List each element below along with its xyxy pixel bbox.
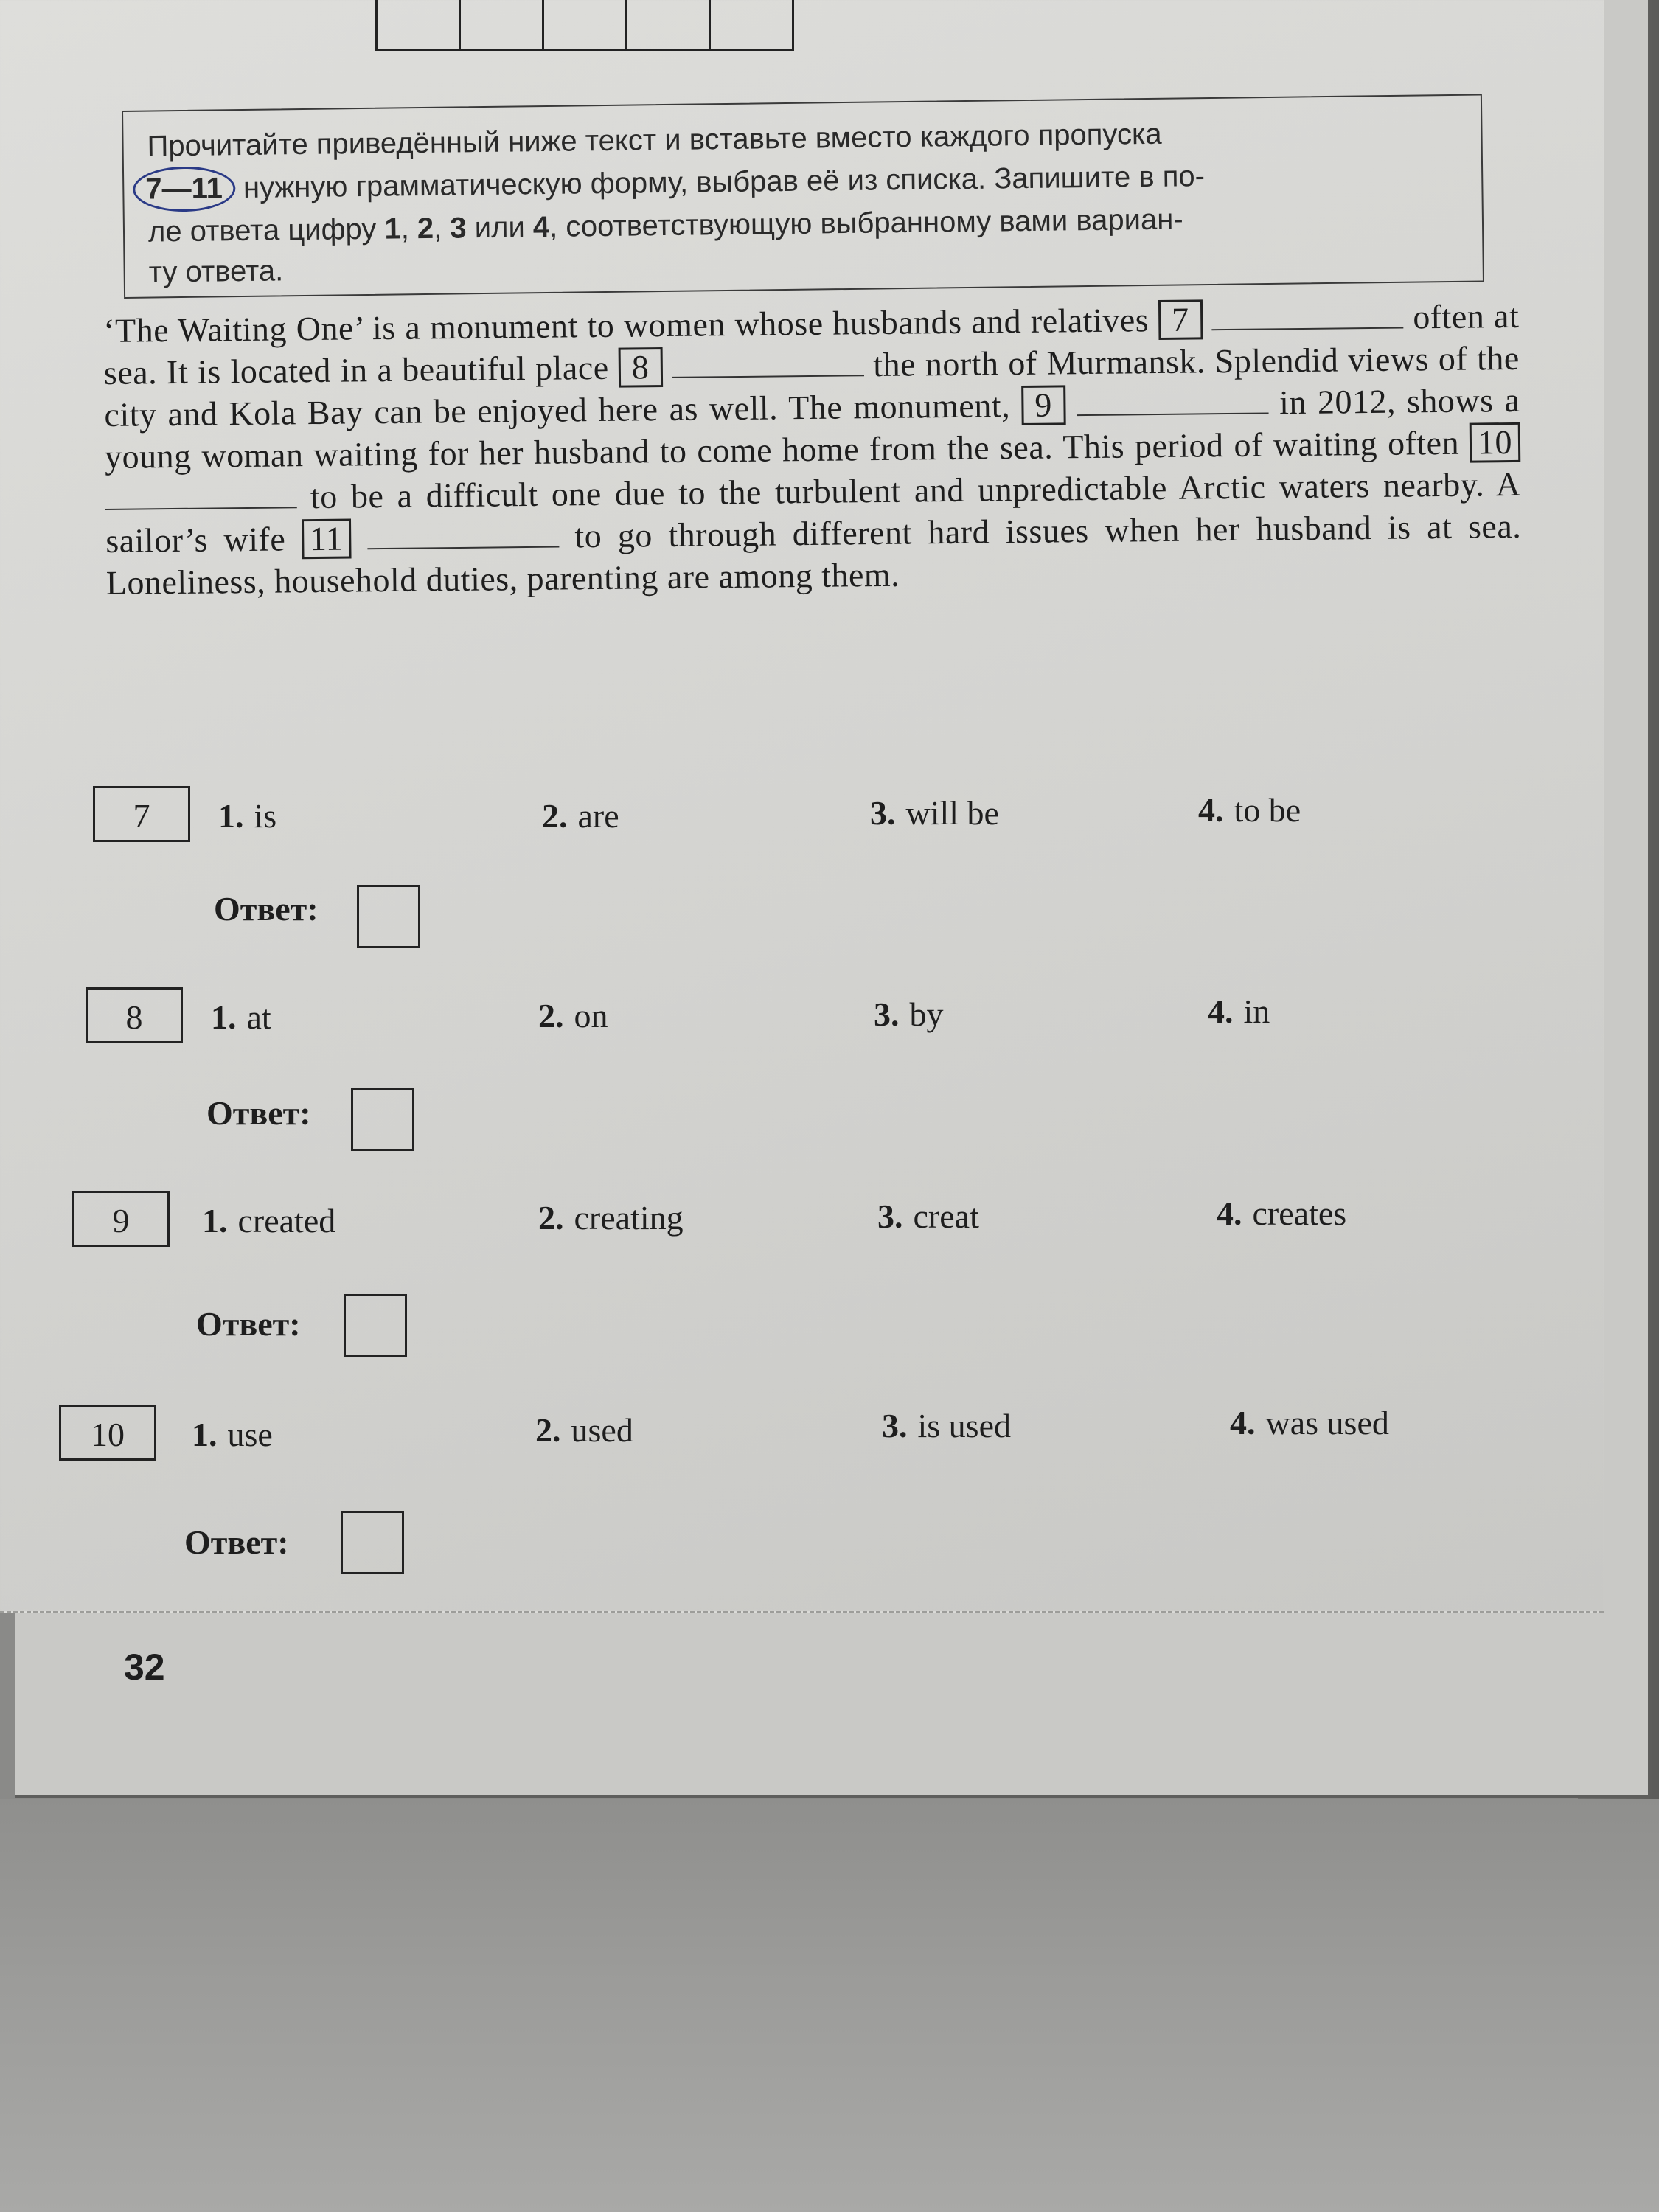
gap-number-9: 9 bbox=[1021, 385, 1066, 425]
option-text: in bbox=[1243, 992, 1270, 1030]
answer-label: Ответ: bbox=[196, 1305, 301, 1343]
option-4[interactable] bbox=[1217, 1194, 1346, 1233]
task-10 bbox=[0, 1405, 1604, 1596]
gap-blank-9 bbox=[1077, 390, 1268, 416]
page-number: 32 bbox=[124, 1646, 165, 1688]
reading-passage bbox=[103, 295, 1522, 604]
gap-number-8: 8 bbox=[618, 347, 663, 388]
option-number: 3. bbox=[870, 794, 896, 832]
instruction-line-4: ту ответа. bbox=[148, 254, 284, 289]
option-number: 3. bbox=[877, 1197, 903, 1235]
answer-input-box[interactable] bbox=[344, 1294, 407, 1357]
option-text: is bbox=[254, 797, 277, 835]
option-3[interactable] bbox=[870, 793, 999, 832]
task-9 bbox=[0, 1191, 1604, 1382]
option-text: at bbox=[246, 998, 271, 1036]
option-number: 4. bbox=[1230, 1404, 1256, 1441]
instruction-line-3b: , соответствующую выбранному вами вариан- bbox=[549, 203, 1183, 243]
answer-label: Ответ: bbox=[214, 890, 319, 928]
answer-grid-top bbox=[378, 0, 794, 51]
option-2[interactable] bbox=[538, 1198, 684, 1237]
option-number: 1. bbox=[192, 1416, 218, 1453]
answer-input-box[interactable] bbox=[341, 1511, 404, 1574]
option-3[interactable] bbox=[877, 1197, 979, 1236]
instruction-line-2: нужную грамматическую форму, выбрав её из списка. Запишите в по- bbox=[243, 160, 1206, 204]
grid-cell bbox=[625, 0, 711, 51]
option-number: 2. bbox=[542, 797, 568, 835]
option-1[interactable] bbox=[218, 796, 276, 835]
instruction-line-1: Прочитайте приведённый ниже текст и вставьте вместо каждого пропуска bbox=[147, 117, 1162, 163]
option-4[interactable] bbox=[1208, 992, 1270, 1031]
gap-blank-7 bbox=[1211, 305, 1403, 331]
gap-number-11: 11 bbox=[302, 518, 352, 559]
digit-3: 3 bbox=[450, 212, 467, 245]
gap-number-7: 7 bbox=[1158, 299, 1203, 340]
option-text: creating bbox=[574, 1199, 684, 1237]
option-number: 2. bbox=[535, 1411, 561, 1449]
option-4[interactable] bbox=[1230, 1403, 1389, 1442]
task-8 bbox=[0, 984, 1604, 1176]
option-text: was used bbox=[1265, 1404, 1389, 1441]
or-word: или bbox=[466, 211, 534, 245]
option-number: 1. bbox=[202, 1202, 228, 1239]
grid-cell bbox=[709, 0, 794, 51]
option-number: 4. bbox=[1198, 791, 1224, 829]
passage-text: in 2012, shows a young woman waiting for her husband to come home from the sea. This period of waiting often bbox=[104, 380, 1520, 476]
option-1[interactable] bbox=[192, 1415, 273, 1454]
option-text: creates bbox=[1252, 1194, 1347, 1232]
passage-text: often at sea. It is located in a beautiful place bbox=[103, 296, 1520, 392]
task-number-box: 9 bbox=[72, 1191, 170, 1247]
option-4[interactable] bbox=[1198, 790, 1301, 830]
option-2[interactable] bbox=[542, 796, 619, 835]
digit-1: 1 bbox=[384, 212, 401, 246]
answer-label: Ответ: bbox=[184, 1523, 289, 1561]
option-3[interactable] bbox=[874, 995, 944, 1034]
gap-blank-8 bbox=[672, 352, 863, 378]
option-text: use bbox=[227, 1416, 273, 1453]
option-1[interactable] bbox=[211, 998, 271, 1037]
option-number: 3. bbox=[874, 995, 900, 1033]
option-2[interactable] bbox=[535, 1411, 633, 1450]
passage-text: the north of Murmansk. Splendid views of the city and Kola Bay can be enjoyed here as well. The monument, bbox=[104, 338, 1520, 434]
option-text: used bbox=[571, 1411, 633, 1449]
passage-text: to go through different hard issues when her husband is at sea. Loneliness, household duties, parenting are among them. bbox=[105, 507, 1522, 602]
option-text: creat bbox=[913, 1197, 979, 1235]
option-number: 2. bbox=[538, 1199, 564, 1237]
table-surface bbox=[0, 1799, 1659, 2212]
answer-input-box[interactable] bbox=[357, 885, 420, 948]
task-range-circled: 7—11 bbox=[133, 166, 235, 212]
option-text: by bbox=[909, 995, 944, 1033]
task-number-box: 8 bbox=[86, 987, 183, 1043]
option-text: on bbox=[574, 997, 608, 1034]
grid-cell bbox=[459, 0, 544, 51]
option-text: will be bbox=[905, 794, 999, 832]
task-7 bbox=[0, 782, 1604, 973]
option-text: is used bbox=[917, 1407, 1011, 1444]
gap-blank-11 bbox=[367, 524, 559, 550]
gap-blank-10 bbox=[105, 484, 297, 510]
option-text: to be bbox=[1234, 791, 1301, 829]
passage-text: ‘The Waiting One’ is a monument to women whose husbands and relatives bbox=[103, 301, 1150, 349]
option-number: 2. bbox=[538, 997, 564, 1034]
digit-4: 4 bbox=[532, 210, 550, 244]
option-3[interactable] bbox=[882, 1406, 1011, 1445]
option-2[interactable] bbox=[538, 996, 608, 1035]
answer-label: Ответ: bbox=[206, 1094, 311, 1132]
gap-number-10: 10 bbox=[1470, 422, 1521, 463]
instruction-line-3a: ле ответа цифру bbox=[147, 212, 385, 248]
option-text: created bbox=[237, 1202, 336, 1239]
digit-2: 2 bbox=[417, 212, 434, 246]
option-text: are bbox=[577, 797, 619, 835]
passage-text: to be a difficult one due to the turbulent and unpredictable Arctic waters nearby. A sailor’s wife bbox=[105, 465, 1521, 560]
answer-input-box[interactable] bbox=[351, 1088, 414, 1151]
task-number-box: 7 bbox=[93, 786, 190, 842]
option-number: 4. bbox=[1208, 992, 1234, 1030]
option-number: 4. bbox=[1217, 1194, 1242, 1232]
grid-cell bbox=[542, 0, 627, 51]
task-number-box: 10 bbox=[59, 1405, 156, 1461]
option-number: 3. bbox=[882, 1407, 908, 1444]
option-1[interactable] bbox=[202, 1201, 335, 1240]
grid-cell bbox=[375, 0, 461, 51]
instruction-box: Прочитайте приведённый ниже текст и вставьте вместо каждого пропуска 7—11 нужную грамматическую форму, выбрав её из списка. Запишите в по- ле ответа цифру 1, 2, 3 или 4, соответствующую выбранному вами вариан- ту ответа. bbox=[122, 94, 1484, 299]
option-number: 1. bbox=[211, 998, 237, 1036]
option-number: 1. bbox=[218, 797, 244, 835]
